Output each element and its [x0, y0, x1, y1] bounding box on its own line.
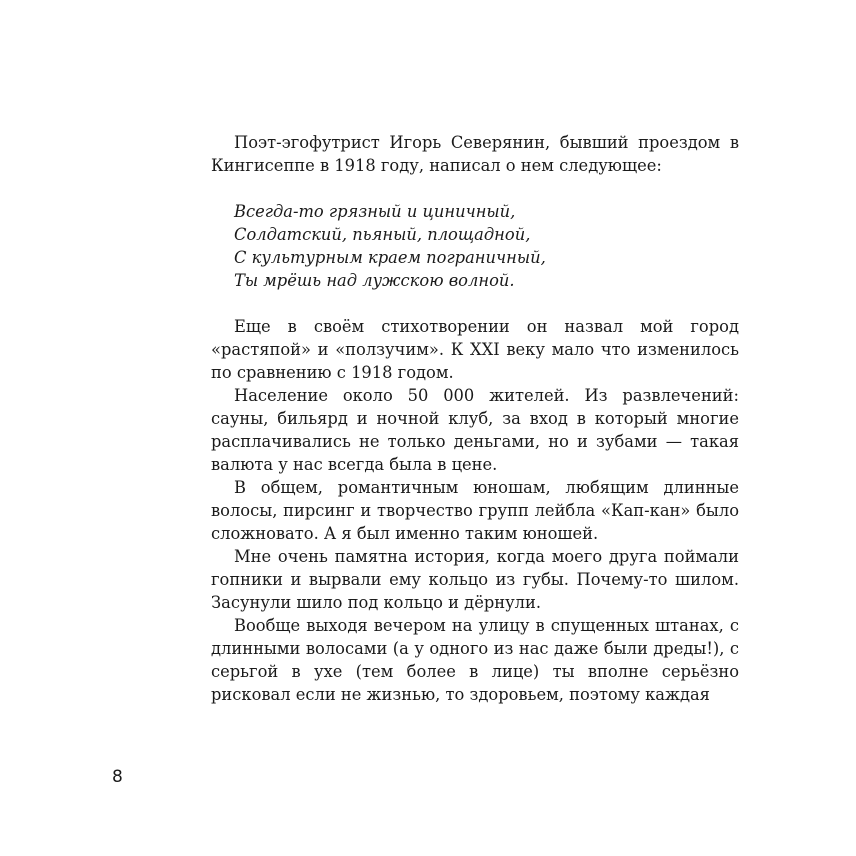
poem-line: Всегда-то грязный и циничный, — [234, 202, 516, 221]
poem-line: Солдатский, пьяный, площадной, — [234, 225, 531, 244]
poem-line: С культурным краем пограничный, — [234, 248, 546, 267]
page-number: 8 — [112, 767, 123, 787]
poem-quote — [234, 200, 739, 292]
body-paragraph: Вообще выходя вечером на улицу в спущенных штанах, с длинными волосами (а у одного из нас даже были дреды!), с серьгой в ухе (тем более в лице) ты вполне серьёзно рисковал если не жизнью, то здоровьем, поэтому каждая — [211, 616, 739, 704]
intro-paragraph: Поэт-эгофутрист Игорь Северянин, бывший проездом в Кингисеппе в 1918 году, написал о нем следующее: — [211, 133, 739, 175]
body-paragraph: В общем, романтичным юношам, любящим длинные волосы, пирсинг и творчество групп лейбла «Кап-кан» было сложновато. А я был именно таким юношей. — [211, 478, 739, 543]
body-paragraph: Еще в своём стихотворении он назвал мой город «растяпой» и «ползучим». К XXI веку мало что изменилось по сравнению с 1918 годом. — [211, 317, 739, 382]
body-paragraph: Население около 50 000 жителей. Из развлечений: сауны, бильярд и ночной клуб, за вход в который многие расплачивались не только деньгами, но и зубами — такая валюта у нас всегда была в цене. — [211, 386, 739, 474]
body-paragraph: Мне очень памятна история, когда моего друга поймали гопники и вырвали ему кольцо из губы. Почему-то шилом. Засунули шило под кольцо и дёрнули. — [211, 547, 739, 612]
text-body — [211, 131, 739, 706]
poem-line: Ты мрёшь над лужскою волной. — [234, 271, 515, 290]
